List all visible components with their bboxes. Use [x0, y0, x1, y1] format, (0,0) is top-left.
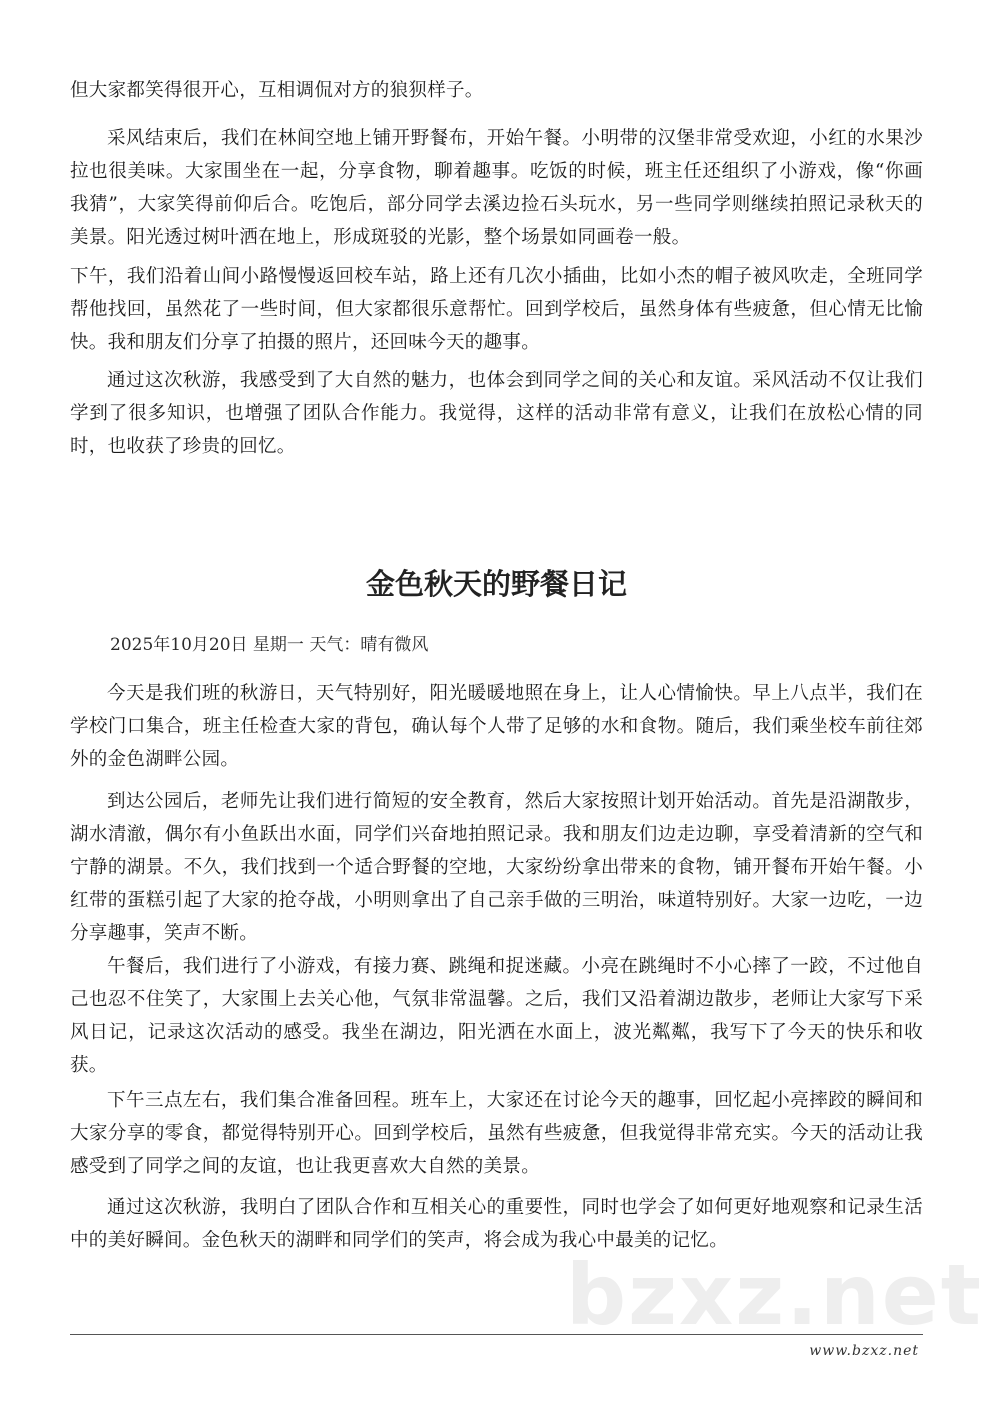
footer-divider [70, 1334, 923, 1335]
article-title: 金色秋天的野餐日记 [365, 567, 627, 601]
article-dateline: 2025年10月20日 星期一 天气：晴有微风 [110, 635, 429, 655]
article-paragraph-1: 今天是我们班的秋游日，天气特别好，阳光暖暖地照在身上，让人心情愉快。早上八点半，我们在学校门口集合，班主任检查大家的背包，确认每个人带了足够的水和食物。随后，我们乘坐校车前往郊外的金色湖畔公园。 [70, 683, 923, 770]
previous-article-paragraph-1: 但大家都笑得很开心，互相调侃对方的狼狈样子。 [70, 80, 484, 101]
site-watermark: bzxz.net [566, 1246, 983, 1344]
footer-site-url[interactable]: www.bzxz.net [809, 1343, 919, 1359]
previous-article-paragraph-2: 采风结束后，我们在林间空地上铺开野餐布，开始午餐。小明带的汉堡非常受欢迎，小红的水果沙拉也很美味。大家围坐在一起，分享食物，聊着趣事。吃饭的时候，班主任还组织了小游戏，像“你画我猜”，大家笑得前仰后合。吃饱后，部分同学去溪边捡石头玩水，另一些同学则继续拍照记录秋天的美景。阳光透过树叶洒在地上，形成斑驳的光影，整个场景如同画卷一般。 [70, 128, 923, 248]
previous-article-paragraph-4: 通过这次秋游，我感受到了大自然的魅力，也体会到同学之间的关心和友谊。采风活动不仅让我们学到了很多知识，也增强了团队合作能力。我觉得，这样的活动非常有意义，让我们在放松心情的同时，也收获了珍贵的回忆。 [70, 370, 923, 457]
article-paragraph-3: 午餐后，我们进行了小游戏，有接力赛、跳绳和捉迷藏。小亮在跳绳时不小心摔了一跤，不过他自己也忍不住笑了，大家围上去关心他，气氛非常温馨。之后，我们又沿着湖边散步，老师让大家写下采风日记，记录这次活动的感受。我坐在湖边，阳光洒在水面上，波光粼粼，我写下了今天的快乐和收获。 [70, 956, 923, 1076]
document-page [70, 0, 923, 1404]
previous-article-paragraph-3: 下午，我们沿着山间小路慢慢返回校车站，路上还有几次小插曲，比如小杰的帽子被风吹走，全班同学帮他找回，虽然花了一些时间，但大家都很乐意帮忙。回到学校后，虽然身体有些疲惫，但心情无比愉快。我和朋友们分享了拍摄的照片，还回味今天的趣事。 [70, 266, 923, 353]
article-paragraph-4: 下午三点左右，我们集合准备回程。班车上，大家还在讨论今天的趣事，回忆起小亮摔跤的瞬间和大家分享的零食，都觉得特别开心。回到学校后，虽然有些疲惫，但我觉得非常充实。今天的活动让我感受到了同学之间的友谊，也让我更喜欢大自然的美景。 [70, 1090, 923, 1177]
article-paragraph-2: 到达公园后，老师先让我们进行简短的安全教育，然后大家按照计划开始活动。首先是沿湖散步，湖水清澈，偶尔有小鱼跃出水面，同学们兴奋地拍照记录。我和朋友们边走边聊，享受着清新的空气和宁静的湖景。不久，我们找到一个适合野餐的空地，大家纷纷拿出带来的食物，铺开餐布开始午餐。小红带的蛋糕引起了大家的抢夺战，小明则拿出了自己亲手做的三明治，味道特别好。大家一边吃，一边分享趣事，笑声不断。 [70, 791, 923, 944]
article-paragraph-5: 通过这次秋游，我明白了团队合作和互相关心的重要性，同时也学会了如何更好地观察和记录生活中的美好瞬间。金色秋天的湖畔和同学们的笑声，将会成为我心中最美的记忆。 [70, 1197, 923, 1251]
